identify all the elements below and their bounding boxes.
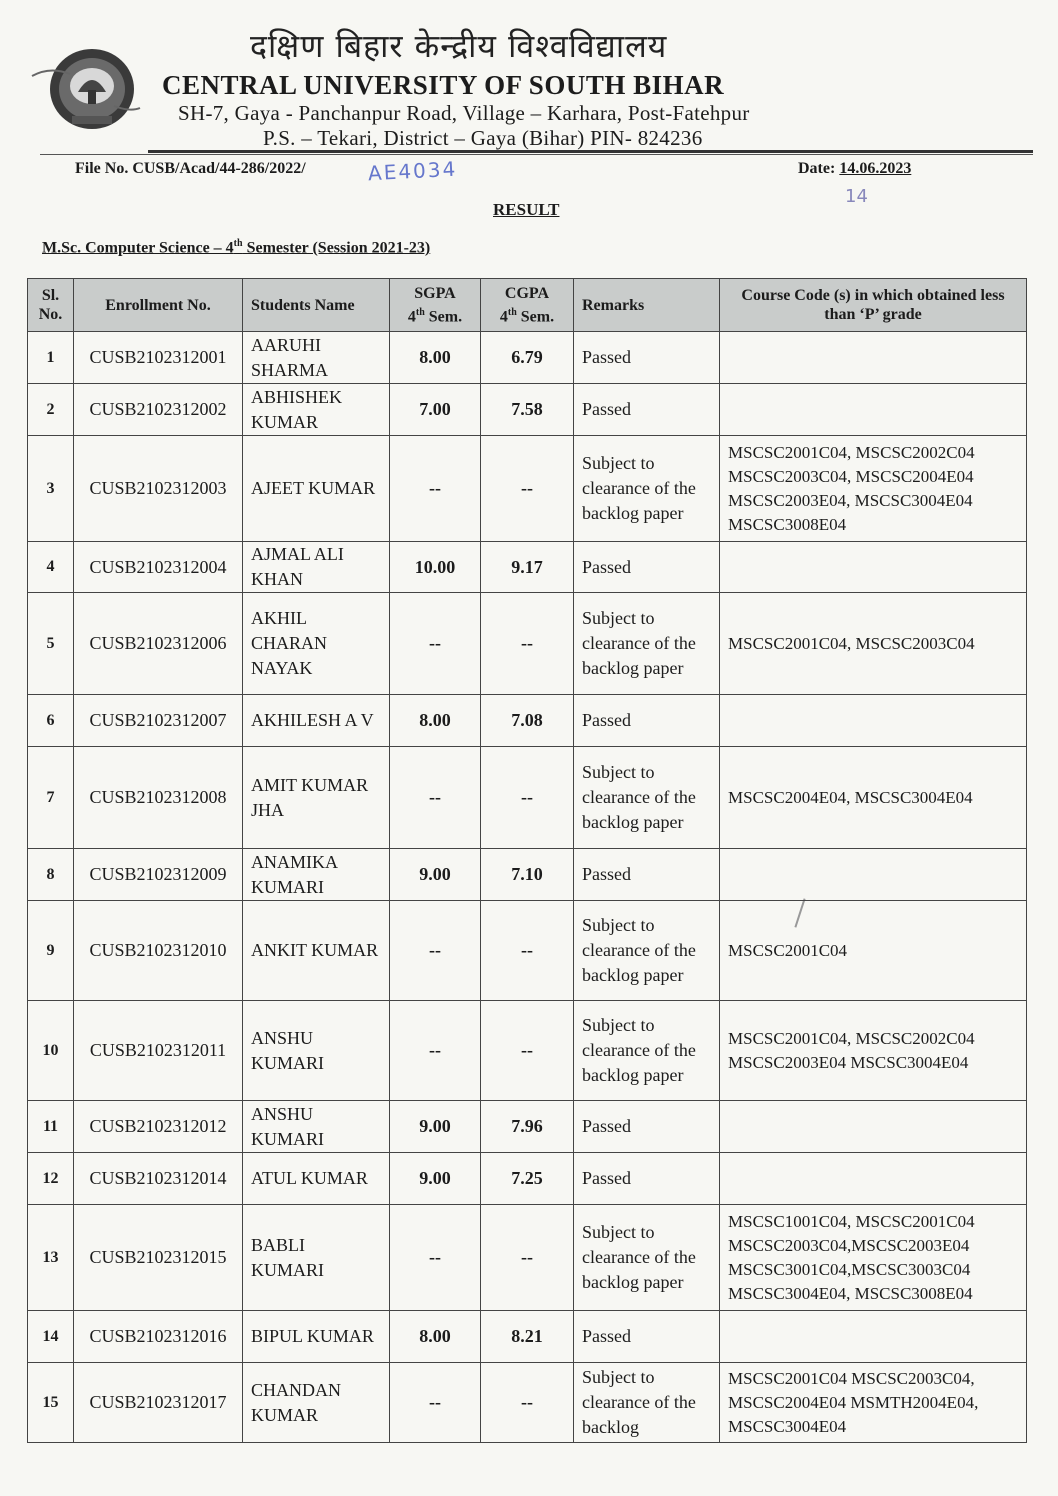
row-cgpa: 7.25 (481, 1153, 574, 1205)
row-enrollment: CUSB2102312006 (74, 593, 243, 695)
header-cgpa (481, 279, 574, 332)
date-value: 14.06.2023 (839, 160, 912, 177)
row-course-codes: MSCSC2001C04, MSCSC2003C04 (720, 593, 1027, 695)
row-sl-no: 14 (28, 1311, 74, 1363)
table-row (28, 747, 1027, 849)
row-student-name: AKHILESH A V (243, 695, 390, 747)
course-title (42, 238, 430, 257)
header-rule-thin (40, 154, 1033, 155)
row-student-name: AJMAL ALI KHAN (243, 542, 390, 593)
row-enrollment: CUSB2102312009 (74, 849, 243, 901)
row-course-codes (720, 1153, 1027, 1205)
header-sl: Sl. No. (28, 279, 74, 332)
row-enrollment: CUSB2102312007 (74, 695, 243, 747)
row-sgpa: -- (390, 901, 481, 1001)
row-sl-no: 9 (28, 901, 74, 1001)
table-row (28, 384, 1027, 436)
row-sgpa: 9.00 (390, 849, 481, 901)
address-line-1: SH-7, Gaya - Panchanpur Road, Village – Karhara, Post-Fatehpur (178, 101, 750, 125)
row-remarks: Passed (574, 542, 720, 593)
table-row (28, 901, 1027, 1001)
row-course-codes (720, 695, 1027, 747)
row-cgpa: 8.21 (481, 1311, 574, 1363)
row-sgpa: 9.00 (390, 1101, 481, 1153)
address-line-2: P.S. – Tekari, District – Gaya (Bihar) PIN- 824236 (263, 126, 703, 150)
row-course-codes: MSCSC2001C04, MSCSC2002C04 MSCSC2003C04, MSCSC2004E04 MSCSC2003E04, MSCSC3004E04 MSCSC3008E04 (720, 436, 1027, 542)
row-student-name: BABLI KUMARI (243, 1205, 390, 1311)
row-cgpa: -- (481, 1205, 574, 1311)
row-enrollment: CUSB2102312002 (74, 384, 243, 436)
row-course-codes (720, 849, 1027, 901)
row-remarks: Subject to clearance of the backlog paper (574, 747, 720, 849)
row-enrollment: CUSB2102312017 (74, 1363, 243, 1443)
row-remarks: Passed (574, 1101, 720, 1153)
row-cgpa: 7.10 (481, 849, 574, 901)
row-sgpa: -- (390, 1363, 481, 1443)
row-cgpa: -- (481, 1001, 574, 1101)
row-student-name: BIPUL KUMAR (243, 1311, 390, 1363)
row-course-codes (720, 542, 1027, 593)
row-course-codes: MSCSC2001C04, MSCSC2002C04 MSCSC2003E04 MSCSC3004E04 (720, 1001, 1027, 1101)
row-enrollment: CUSB2102312016 (74, 1311, 243, 1363)
row-course-codes: MSCSC2001C04 (720, 901, 1027, 1001)
row-cgpa: 7.96 (481, 1101, 574, 1153)
row-cgpa: 7.58 (481, 384, 574, 436)
row-enrollment: CUSB2102312014 (74, 1153, 243, 1205)
row-sgpa: 8.00 (390, 332, 481, 384)
row-sgpa: -- (390, 1001, 481, 1101)
table-row (28, 1153, 1027, 1205)
row-student-name: ANKIT KUMAR (243, 901, 390, 1001)
row-student-name: ANSHU KUMARI (243, 1001, 390, 1101)
row-course-codes (720, 332, 1027, 384)
row-student-name: ABHISHEK KUMAR (243, 384, 390, 436)
row-sgpa: -- (390, 747, 481, 849)
table-row (28, 593, 1027, 695)
row-student-name: AKHIL CHARAN NAYAK (243, 593, 390, 695)
row-remarks: Passed (574, 332, 720, 384)
row-enrollment: CUSB2102312001 (74, 332, 243, 384)
row-cgpa: -- (481, 436, 574, 542)
row-sgpa: 8.00 (390, 1311, 481, 1363)
row-remarks: Passed (574, 1311, 720, 1363)
document-date (798, 160, 911, 178)
table-row (28, 436, 1027, 542)
row-cgpa: -- (481, 901, 574, 1001)
row-cgpa: -- (481, 1363, 574, 1443)
row-remarks: Passed (574, 1153, 720, 1205)
row-sl-no: 11 (28, 1101, 74, 1153)
table-row (28, 1001, 1027, 1101)
course-title-suffix: Semester (Session 2021-23) (242, 239, 431, 257)
row-sl-no: 3 (28, 436, 74, 542)
university-logo (30, 46, 142, 132)
row-remarks: Passed (574, 849, 720, 901)
row-sgpa: -- (390, 593, 481, 695)
row-sgpa: 7.00 (390, 384, 481, 436)
header-sgpa-main: SGPA (414, 284, 456, 302)
row-sl-no: 13 (28, 1205, 74, 1311)
row-sl-no: 15 (28, 1363, 74, 1443)
row-sl-no: 8 (28, 849, 74, 901)
result-heading: RESULT (493, 200, 560, 219)
row-enrollment: CUSB2102312015 (74, 1205, 243, 1311)
table-row (28, 332, 1027, 384)
row-remarks: Subject to clearance of the backlog paper (574, 593, 720, 695)
row-sgpa: 10.00 (390, 542, 481, 593)
row-cgpa: 6.79 (481, 332, 574, 384)
handwritten-file-suffix: AE4034 (367, 156, 458, 186)
handwritten-initial: 14 (845, 186, 868, 207)
row-sl-no: 4 (28, 542, 74, 593)
header-remarks: Remarks (574, 279, 720, 332)
table-row (28, 695, 1027, 747)
row-cgpa: 7.08 (481, 695, 574, 747)
row-remarks: Subject to clearance of the backlog paper (574, 1205, 720, 1311)
header-sgpa-sup: th (415, 306, 425, 318)
row-remarks: Subject to clearance of the backlog paper (574, 436, 720, 542)
header-sgpa (390, 279, 481, 332)
row-enrollment: CUSB2102312008 (74, 747, 243, 849)
row-enrollment: CUSB2102312003 (74, 436, 243, 542)
row-student-name: AMIT KUMAR JHA (243, 747, 390, 849)
table-row (28, 1363, 1027, 1443)
row-remarks: Subject to clearance of the backlog paper (574, 1001, 720, 1101)
row-cgpa: -- (481, 747, 574, 849)
header-sgpa-num: 4 (407, 308, 416, 326)
row-remarks: Passed (574, 695, 720, 747)
row-student-name: ANSHU KUMARI (243, 1101, 390, 1153)
row-cgpa: -- (481, 593, 574, 695)
table-row (28, 1311, 1027, 1363)
row-sl-no: 7 (28, 747, 74, 849)
row-course-codes: MSCSC1001C04, MSCSC2001C04 MSCSC2003C04,MSCSC2003E04 MSCSC3001C04,MSCSC3003C04 MSCSC3004E04, MSCSC3008E04 (720, 1205, 1027, 1311)
row-remarks: Passed (574, 384, 720, 436)
table-header-row (28, 279, 1027, 332)
header-name: Students Name (243, 279, 390, 332)
row-sgpa: 8.00 (390, 695, 481, 747)
row-sgpa: -- (390, 436, 481, 542)
row-sl-no: 6 (28, 695, 74, 747)
row-enrollment: CUSB2102312011 (74, 1001, 243, 1101)
row-student-name: AJEET KUMAR (243, 436, 390, 542)
result-table (27, 278, 1027, 1443)
row-course-codes (720, 384, 1027, 436)
row-sgpa: 9.00 (390, 1153, 481, 1205)
table-row (28, 542, 1027, 593)
table-row (28, 1101, 1027, 1153)
row-enrollment: CUSB2102312012 (74, 1101, 243, 1153)
table-row (28, 1205, 1027, 1311)
row-enrollment: CUSB2102312010 (74, 901, 243, 1001)
row-sl-no: 10 (28, 1001, 74, 1101)
header-course-codes: Course Code (s) in which obtained less than ‘P’ grade (720, 279, 1027, 332)
course-title-sup: th (233, 238, 243, 249)
row-cgpa: 9.17 (481, 542, 574, 593)
course-title-prefix: M.Sc. Computer Science – 4 (42, 239, 234, 257)
row-course-codes (720, 1101, 1027, 1153)
row-remarks: Subject to clearance of the backlog (574, 1363, 720, 1443)
university-name: CENTRAL UNIVERSITY OF SOUTH BIHAR (162, 70, 725, 100)
row-student-name: CHANDAN KUMAR (243, 1363, 390, 1443)
header-enrollment: Enrollment No. (74, 279, 243, 332)
row-course-codes: MSCSC2004E04, MSCSC3004E04 (720, 747, 1027, 849)
table-row (28, 849, 1027, 901)
row-student-name: AARUHI SHARMA (243, 332, 390, 384)
row-sl-no: 5 (28, 593, 74, 695)
header-cgpa-num: 4 (499, 308, 508, 326)
file-number: File No. CUSB/Acad/44-286/2022/ (75, 160, 306, 177)
header-rule (148, 150, 1033, 153)
header-cgpa-rest: Sem. (516, 308, 555, 326)
row-course-codes (720, 1311, 1027, 1363)
row-enrollment: CUSB2102312004 (74, 542, 243, 593)
row-sgpa: -- (390, 1205, 481, 1311)
row-sl-no: 1 (28, 332, 74, 384)
university-name-hindi: दक्षिण बिहार केन्द्रीय विश्वविद्यालय (250, 27, 668, 65)
row-student-name: ANAMIKA KUMARI (243, 849, 390, 901)
row-sl-no: 2 (28, 384, 74, 436)
date-label: Date: (798, 160, 840, 177)
header-sgpa-rest: Sem. (424, 308, 463, 326)
row-course-codes: MSCSC2001C04 MSCSC2003C04, MSCSC2004E04 MSMTH2004E04, MSCSC3004E04 (720, 1363, 1027, 1443)
row-student-name: ATUL KUMAR (243, 1153, 390, 1205)
row-sl-no: 12 (28, 1153, 74, 1205)
row-remarks: Subject to clearance of the backlog paper (574, 901, 720, 1001)
header-cgpa-main: CGPA (504, 284, 550, 302)
header-cgpa-sup: th (507, 306, 517, 318)
